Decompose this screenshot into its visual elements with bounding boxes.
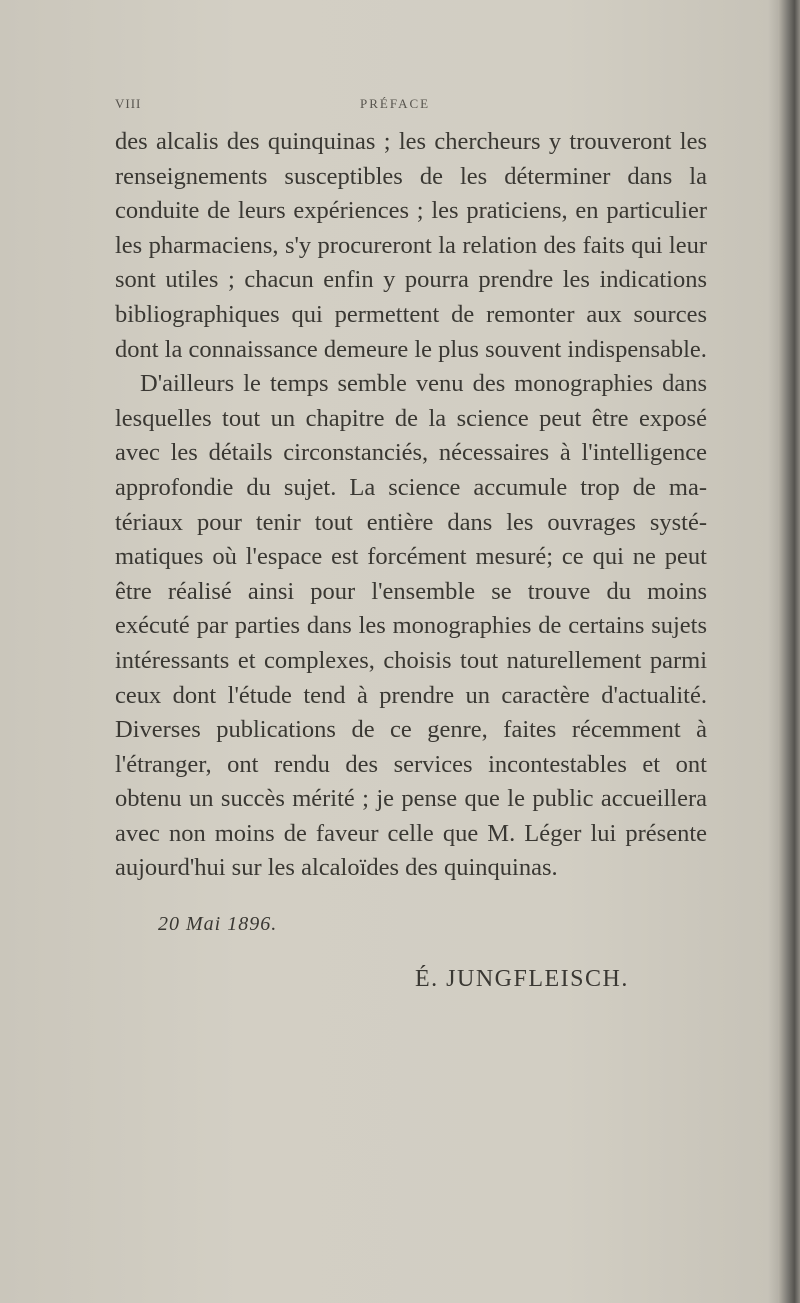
page-header bbox=[115, 96, 705, 118]
running-head: PRÉFACE bbox=[360, 96, 431, 111]
page-number: VIII bbox=[115, 96, 142, 111]
paragraph-1: des alcalis des quinquinas ; les chercheurs y trouveront les renseignements susceptibles de les déterminer dans la conduite de leurs expériences ; les praticiens, en particulier les pharmaciens, s'y procureront la relation des faits qui leur sont utiles ; chacun enfin y pourra prendre les indications bibliographiques qui permettent de remonter aux sources dont la connaissance demeure le plus souvent indispensable. bbox=[115, 128, 707, 363]
page-edge-shadow bbox=[778, 0, 800, 1303]
author-signature: É. JUNGFLEISCH. bbox=[415, 966, 629, 992]
preface-date: 20 Mai 1896. bbox=[158, 913, 278, 935]
paragraph-2: D'ailleurs le temps semble venu des monographies dans lesquelles tout un chapitre de la science peut être exposé avec les détails circonstanciés, nécessaires à l'intelligence approfondie du sujet. La science accumule trop de matériaux pour tenir tout entière dans les ouvrages systématiques où l'espace est forcément mesuré; ce qui ne peut être réalisé ainsi pour l'ensemble se trouve du moins exécuté par parties dans les monographies de certains sujets intéressants et complexes, choisis tout naturellement parmi ceux dont l'étude tend à prendre un caractère d'actualité. Diverses publications de ce genre, faites récemment à l'étranger, ont rendu des services incontestables et ont obtenu un succès mérité ; je pense que le public accueillera avec non moins de faveur celle que M. Léger lui présente aujourd'hui sur les alcaloïdes des quinquinas. bbox=[115, 370, 707, 882]
body-text bbox=[115, 125, 707, 886]
